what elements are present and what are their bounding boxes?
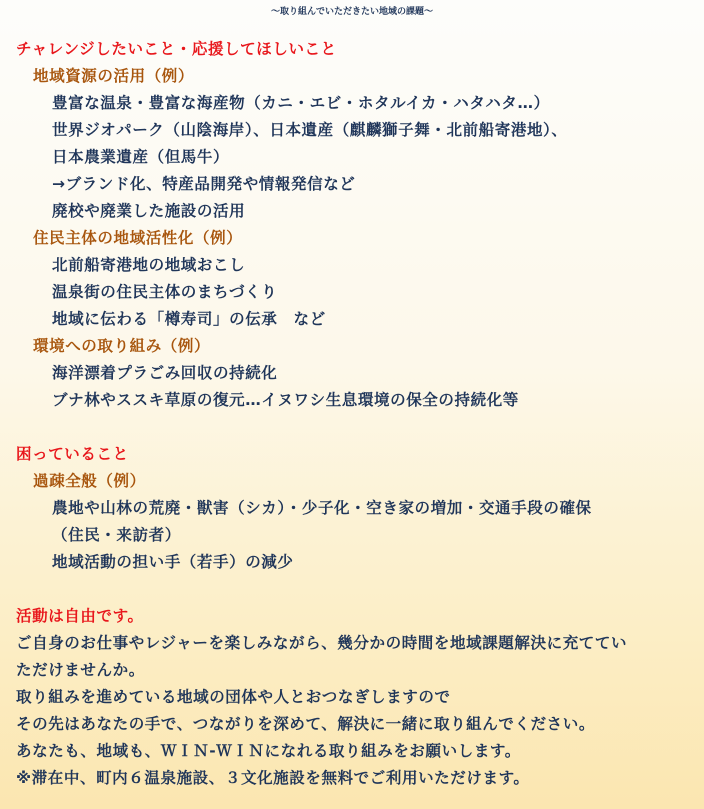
paragraph-line: その先はあなたの手で、つながりを深めて、解決に一緒に取り組んでください。 (16, 715, 595, 733)
list-item: 豊富な温泉・豊富な海産物（カニ・エビ・ホタルイカ・ハタハタ…） (52, 94, 550, 112)
list-item: 農地や山林の荒廃・獣害（シカ）・少子化・空き家の増加・交通手段の確保 (52, 499, 592, 517)
list-item: 海洋漂着プラごみ回収の持続化 (52, 364, 278, 382)
list-item: 世界ジオパーク（山陰海岸）、日本遺産（麒麟獅子舞・北前船寄港地）、 (52, 121, 568, 139)
list-item: 日本農業遺産（但馬牛） (52, 148, 230, 166)
freedom-heading: 活動は自由です。 (16, 607, 144, 625)
list-item: 北前船寄港地の地域おこし (52, 256, 246, 274)
list-item: 温泉街の住民主体のまちづくり (52, 283, 278, 301)
list-item: 廃校や廃業した施設の活用 (52, 202, 246, 220)
paragraph-line: ※滞在中、町内６温泉施設、３文化施設を無料でご利用いただけます。 (16, 769, 530, 787)
paragraph-line: ただけませんか。 (16, 661, 145, 679)
paragraph-line: 取り組みを進めている地域の団体や人とおつなぎしますので (16, 688, 451, 706)
list-item: （住民・来訪者） (52, 526, 181, 544)
list-item: →ブランド化、特産品開発や情報発信など (52, 175, 356, 193)
list-item: ブナ林やススキ草原の復元…イヌワシ生息環境の保全の持続化等 (52, 391, 519, 409)
challenge-heading: チャレンジしたいこと・応援してほしいこと (16, 40, 337, 58)
group-label-resources: 地域資源の活用（例） (33, 67, 195, 85)
group-label-activation: 住民主体の地域活性化（例） (33, 229, 243, 247)
paragraph-line: ご自身のお仕事やレジャーを楽しみながら、幾分かの時間を地域課題解決に充ててい (16, 634, 628, 652)
list-item: 地域に伝わる「樽寿司」の伝承 など (52, 310, 326, 328)
group-label-depopulation: 過疎全般（例） (33, 472, 146, 490)
paragraph-line: あなたも、地域も、ＷＩＮ-ＷＩＮになれる取り組みをお願いします。 (16, 742, 521, 760)
trouble-heading: 困っていること (16, 445, 129, 463)
page-title: ～取り組んでいただきたい地域の課題～ (270, 7, 433, 17)
list-item: 地域活動の担い手（若手）の減少 (52, 553, 294, 571)
group-label-environment: 環境への取り組み（例） (33, 337, 211, 355)
